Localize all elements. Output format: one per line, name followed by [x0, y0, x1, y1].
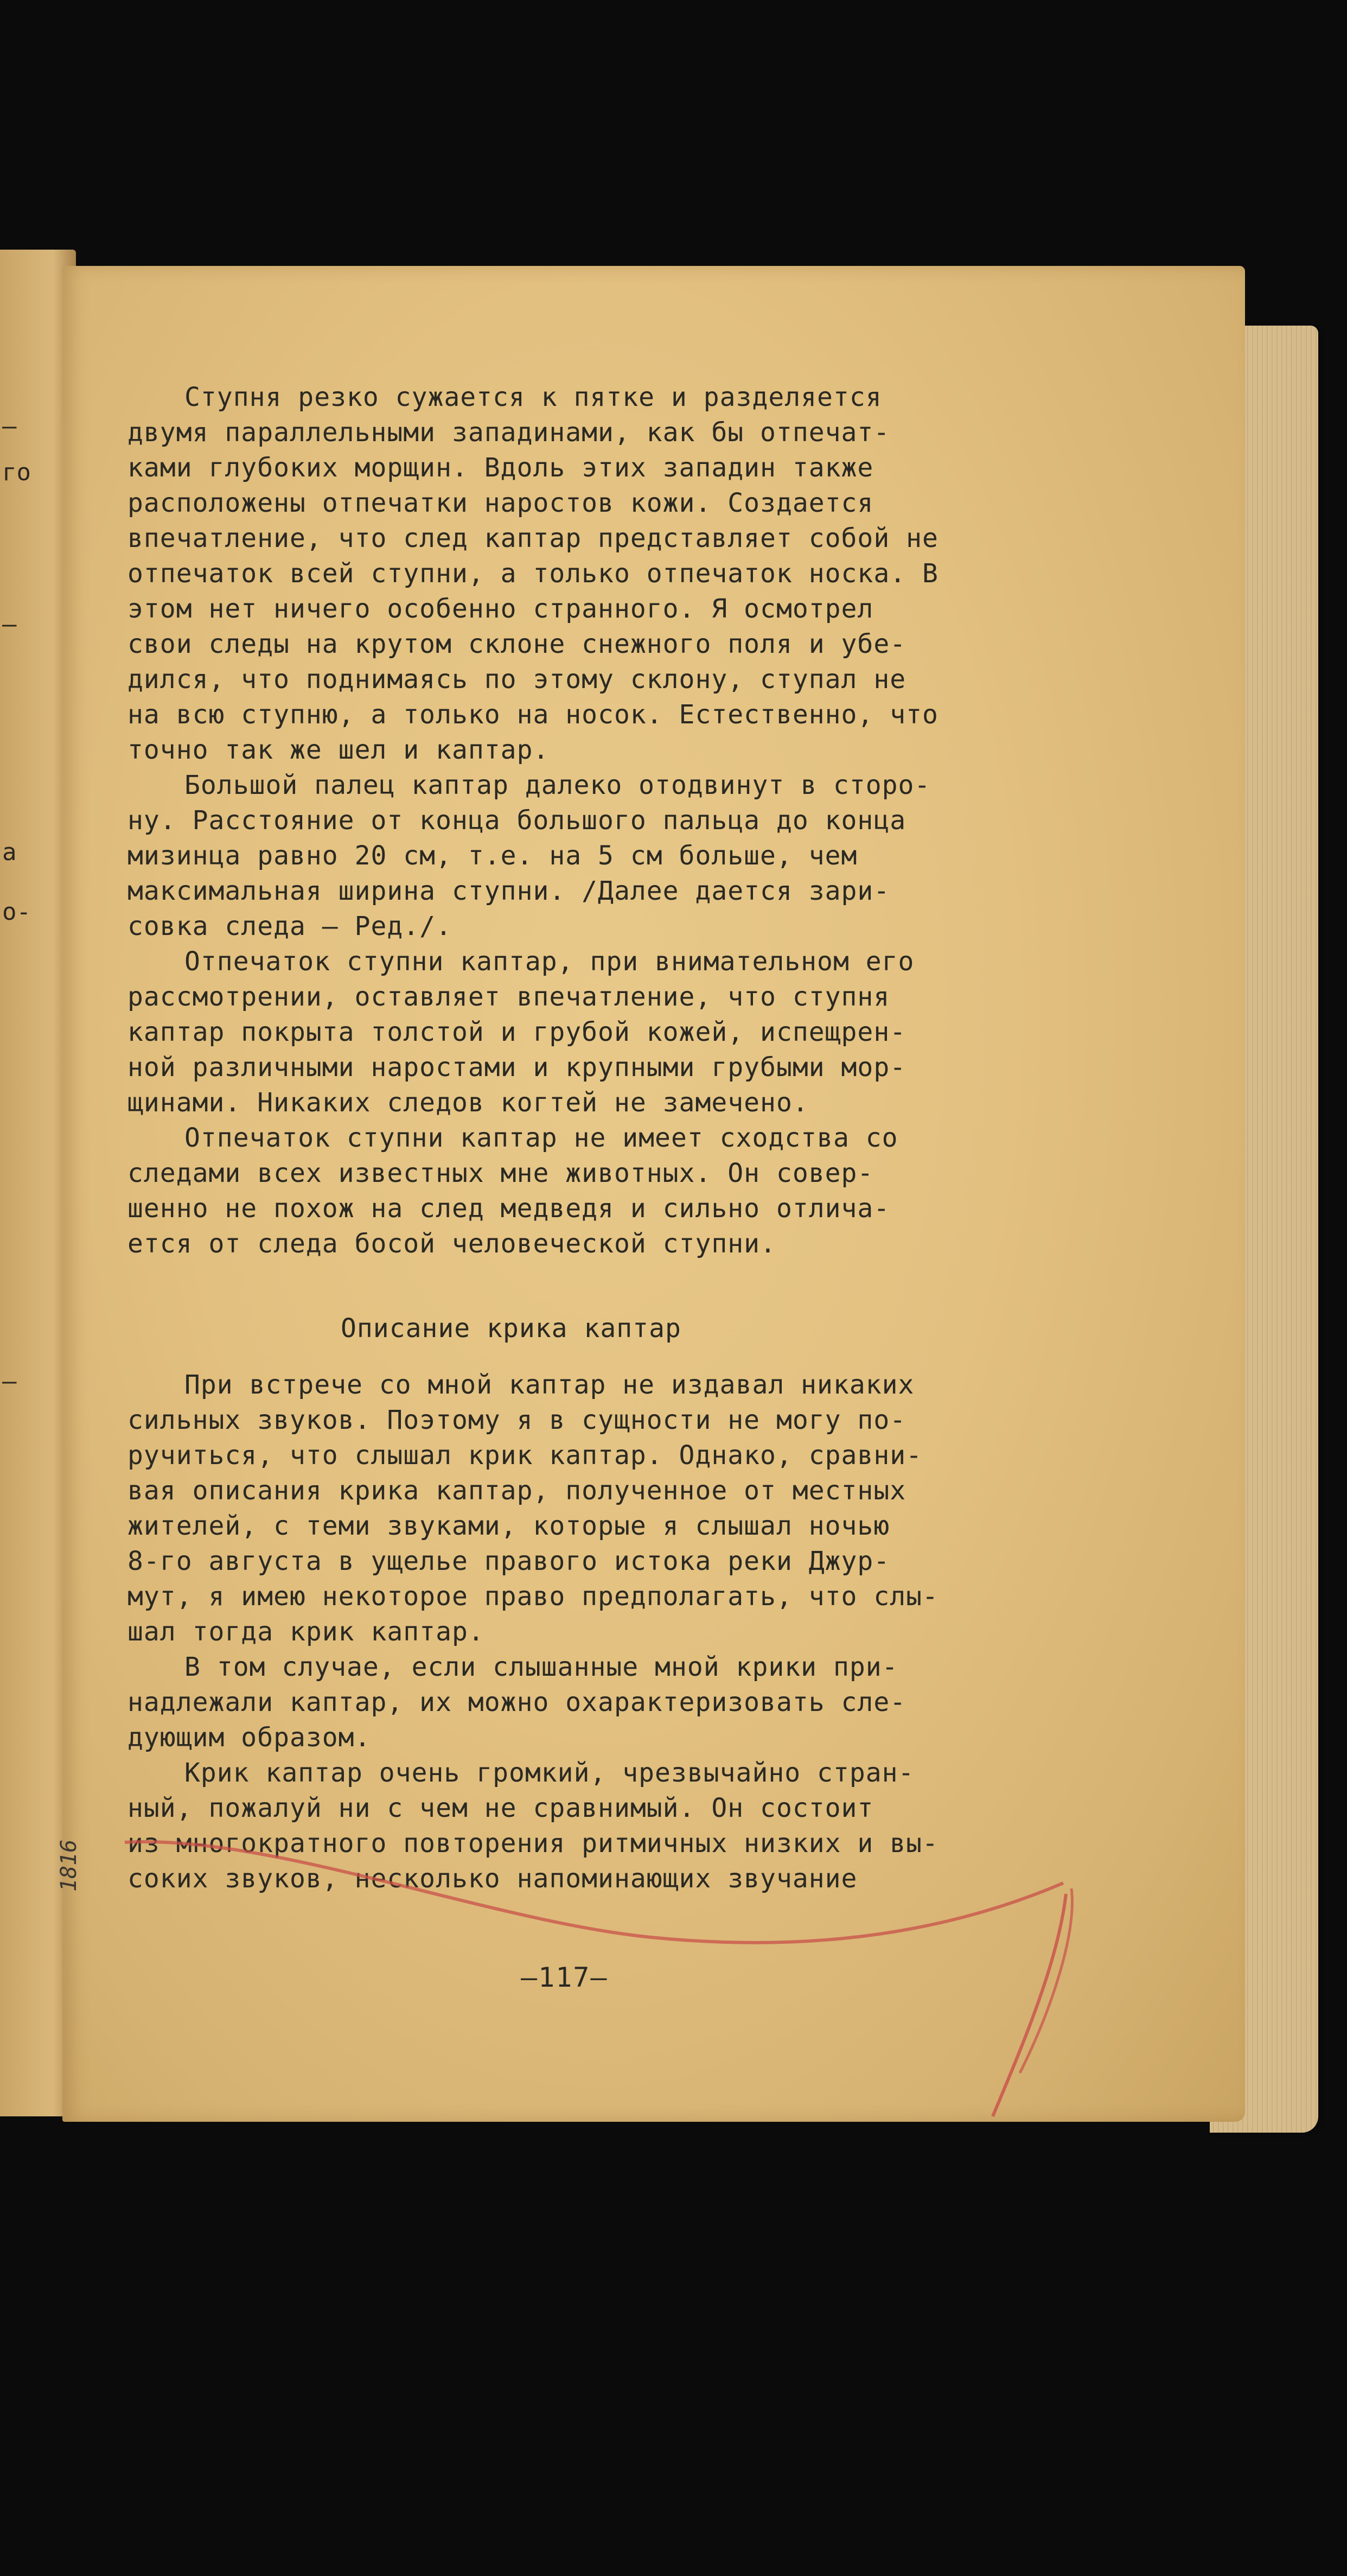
text-line: точно так же шел и каптар.: [127, 735, 550, 765]
text-line: следами всех известных мне животных. Он совер-: [127, 1158, 874, 1188]
text-line: шенно не похож на след медведя и сильно отлича-: [127, 1193, 890, 1224]
text-line: этом нет ничего особенно странного. Я осмотрел: [127, 594, 874, 624]
text-line: дился, что поднимаясь по этому склону, ступал не: [127, 664, 906, 695]
text-line: ной различными наростами и крупными грубыми мор-: [127, 1052, 906, 1083]
text-line: дующим образом.: [127, 1722, 371, 1753]
body-text-bottom: [127, 1367, 1050, 1897]
body-text-top: [127, 380, 1050, 1262]
text-line: Ступня резко сужается к пятке и разделяется: [184, 382, 882, 412]
text-line: ну. Расстояние от конца большого пальца до конца: [127, 805, 906, 836]
text-line: соких звуков, несколько напоминающих звучание: [127, 1863, 858, 1894]
text-line: 8-го августа в ущелье правого истока реки Джур-: [127, 1546, 890, 1576]
archive-number: 1816: [56, 1839, 81, 1892]
text-line: совка следа – Ред./.: [127, 911, 452, 942]
text-line: свои следы на крутом склоне снежного поля и убе-: [127, 629, 906, 659]
left-fragment: –: [2, 412, 17, 440]
text-line: двумя параллельными западинами, как бы отпечат-: [127, 417, 890, 448]
page-number: –117–: [521, 1962, 608, 1993]
text-line: расположены отпечатки наростов кожи. Создается: [127, 488, 874, 518]
text-line: ный, пожалуй ни с чем не сравнимый. Он состоит: [127, 1793, 874, 1823]
left-fragment: –: [2, 1367, 17, 1395]
text-line: В том случае, если слышанные мной крики при-: [184, 1652, 898, 1682]
text-line: При встрече со мной каптар не издавал никаких: [184, 1370, 915, 1400]
text-line: ками глубоких морщин. Вдоль этих западин также: [127, 453, 874, 483]
left-fragment: го: [2, 459, 31, 486]
text-line: щинами. Никаких следов когтей не замечено.: [127, 1087, 809, 1118]
text-line: ручиться, что слышал крик каптар. Однако, сравни-: [127, 1440, 923, 1471]
text-line: сильных звуков. Поэтому я в сущности не могу по-: [127, 1405, 906, 1435]
text-line: Крик каптар очень громкий, чрезвычайно стран-: [184, 1758, 915, 1788]
section-heading: Описание крика каптар: [341, 1313, 681, 1344]
text-line: рассмотрении, оставляет впечатление, что ступня: [127, 982, 890, 1012]
text-line: каптар покрыта толстой и грубой кожей, испещрен-: [127, 1017, 906, 1047]
text-line: шал тогда крик каптар.: [127, 1617, 484, 1647]
text-line: Отпечаток ступни каптар, при внимательном его: [184, 946, 915, 977]
text-line: Большой палец каптар далеко отодвинут в сторо-: [184, 770, 931, 800]
text-line: вая описания крика каптар, полученное от местных: [127, 1475, 906, 1506]
text-line: впечатление, что след каптар представляет собой не: [127, 523, 939, 554]
text-line: мут, я имею некоторое право предполагать, что слы-: [127, 1581, 939, 1612]
text-line: Отпечаток ступни каптар не имеет сходства со: [184, 1123, 898, 1153]
left-fragment: о-: [2, 898, 31, 926]
left-fragment: а: [2, 838, 17, 866]
text-line: максимальная ширина ступни. /Далее дается зари-: [127, 876, 890, 906]
text-line: из многократного повторения ритмичных низких и вы-: [127, 1828, 939, 1859]
text-line: мизинца равно 20 см, т.е. на 5 см больше, чем: [127, 841, 858, 871]
text-line: жителей, с теми звуками, которые я слышал ночью: [127, 1511, 890, 1541]
text-line: надлежали каптар, их можно охарактеризовать сле-: [127, 1687, 906, 1718]
text-line: ется от следа босой человеческой ступни.: [127, 1229, 776, 1259]
left-fragment: –: [2, 610, 17, 638]
text-line: отпечаток всей ступни, а только отпечаток носка. В: [127, 558, 939, 589]
text-line: на всю ступню, а только на носок. Естественно, что: [127, 699, 939, 730]
